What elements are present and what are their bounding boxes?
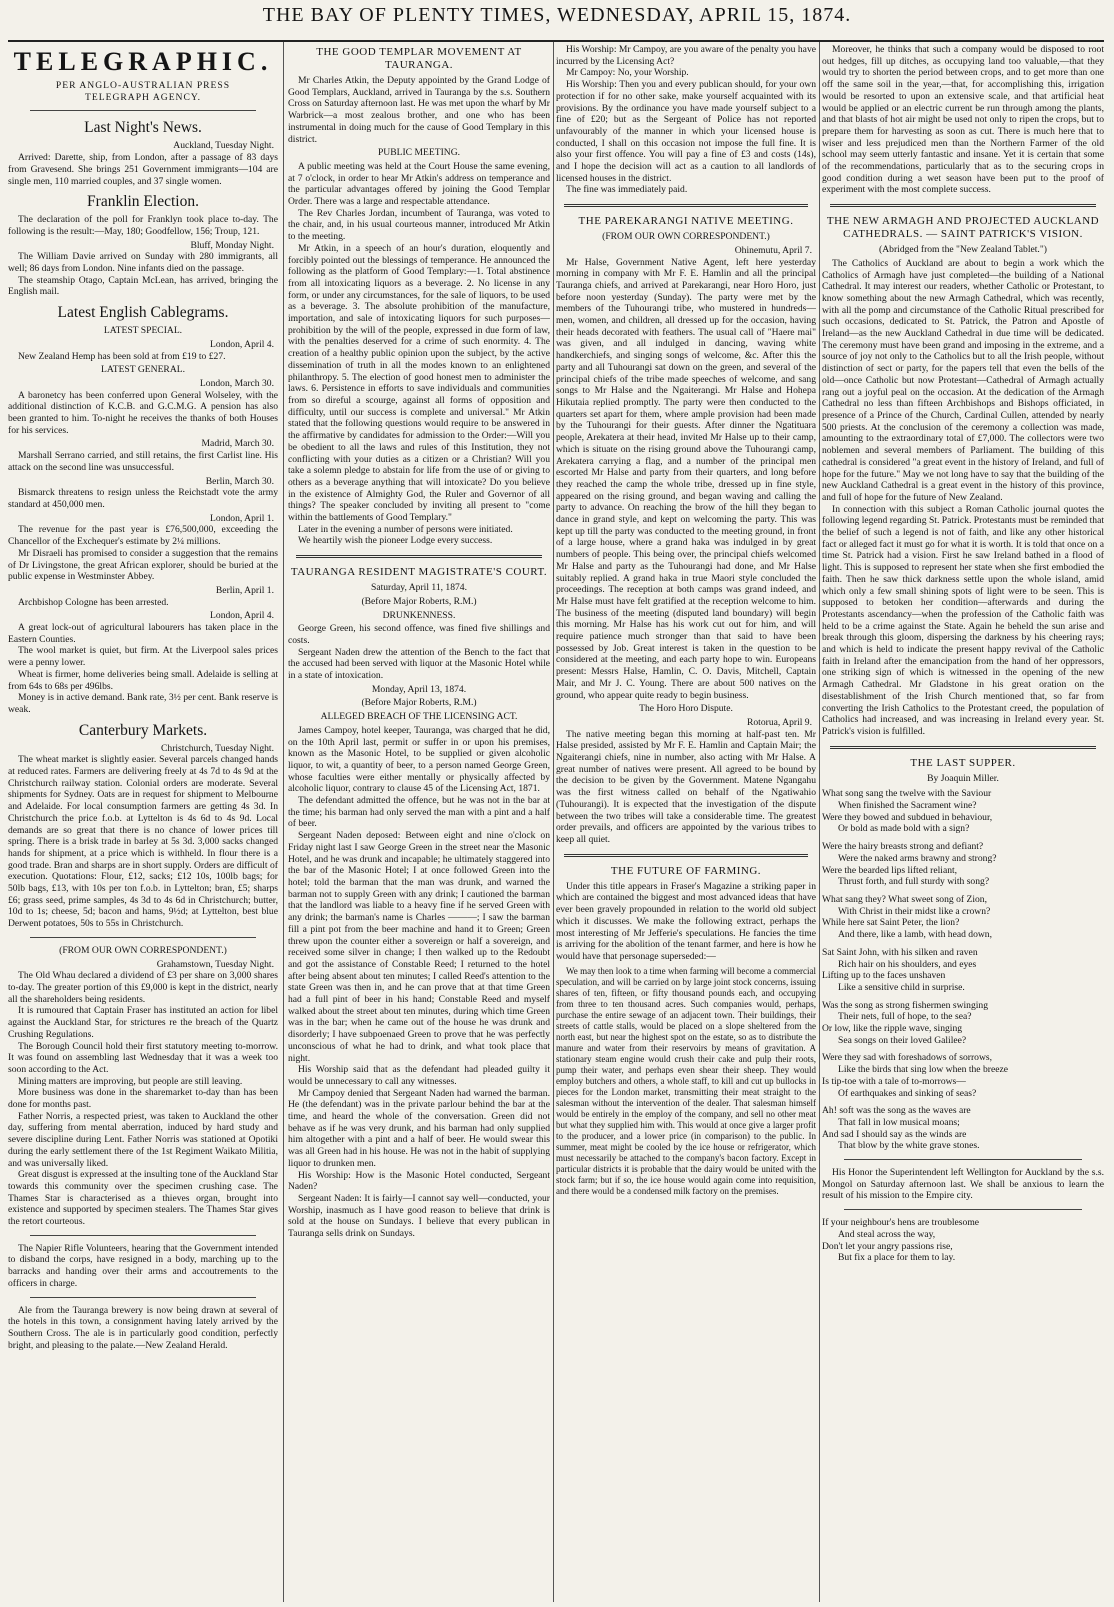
article-paragraph: Mr Campoy: No, your Worship. — [566, 67, 689, 79]
dateline: Rotorua, April 9. — [746, 716, 812, 728]
article-paragraph: Wheat is firmer, home deliveries being small. Adelaide is selling at from 64s to 68s per 496lbs. — [8, 668, 278, 692]
poem-line: Their nets, full of hope, to the sea? — [838, 1011, 972, 1023]
court-before: (Before Major Roberts, R.M.) — [361, 595, 477, 607]
article-paragraph: We heartily wish the pioneer Lodge every success. — [298, 535, 493, 547]
dateline: Grahamstown, Tuesday Night. — [156, 958, 274, 970]
subheading: DRUNKENNESS. — [382, 609, 456, 621]
closing-verse — [822, 1217, 1104, 1264]
article-paragraph: James Campoy, hotel keeper, Tauranga, was charged that he did, on the 10th April last, permit or suffer in or upon his premises, known as the Masonic Hotel, to be supplied or given alcoholic liquor, to wit, a quantity of beer, to a person named George Green, whose faculties were either mentally or physically affected by alcoholic liquor, contrary to clause 45 of the Licensing Act, 1871. — [288, 724, 550, 795]
article-paragraph: Mr Halse, Government Native Agent, left here yesterday morning in company with Mr F. E. Hamlin and all the principal Tauranga chiefs, and arrived at Parekarangi, near Horo Horo, just before noon yesterday (Sunday). The party were met by the members of the Tuhourangi tribe, who mustered in hundreds—men, women, and children, all dressed up for the occasion, having their heads decorated with feathers. The usual call of "Haere mai" was given, and all indulged in dancing, waving white handkerchiefs, and singing songs of welcome, &c. After this the party and all Tuhourangi sat down on the green, and several of the principal chiefs of the tribe made speeches of welcome, and sang songs to Mr Halse and the Ngaiterangi. Mr Halse and Hohepa Hikutaia replied promptly. The party were then conducted to the quarters set apart for them, where ample provision had been made by the Tuhourangi for their guests. After dinner the Ngatituara people, Arekatera at their head, invited Mr Halse up to their camp, which is situate on the rising ground above the Tuhourangi camp, Arekatera carrying a flag, and a number of the principal men escorted Mr Halse and party from their quarters, and long before they reached the camp the whole tribe, dressed up in fine style, appeared on the rising ground, and began waving and calling the party to advance. On reaching the brow of the hill they began to dance in grand style, and kept on welcoming the party. This was kept up till the party was conducted to the meeting ground, in front of a large house, where a grand haka was indulged in by great numbers of people. This being over, the principal chiefs welcomed Mr Halse and party as the Tuhourangi had done, and Mr Halse suitably replied. A grand haka in true Maori style concluded the proceedings. The reception at both camps was grand indeed, and Mr Halse must have felt gratified at the reception welcome to him. The business of the meeting (disputed land boundary) will begin this morning. Mr Halse has his work cut out for him, and will require patience much stronger than that said to have been possessed by Job. Great interest is taken in the question to be considered at the meeting, and each party hope to win. Europeans present: Messrs Halse, Hamlin, C. O. Davis, Mitchell, Captain Mair, and Mr J. C. Young. There are about 500 natives on the ground, who appear quite ready to begin business. — [556, 256, 816, 701]
article-paragraph: The steamship Otago, Captain McLean, has arrived, bringing the English mail. — [8, 274, 278, 298]
subheading: (Abridged from the "New Zealand Tablet.") — [879, 244, 1047, 256]
poem-line: Thrust forth, and full sturdy with song? — [838, 876, 990, 888]
article-paragraph: Money is in active demand. Bank rate, 3½ per cent. Bank reserve is weak. — [8, 692, 278, 715]
poem-line: When finished the Sacrament wine? — [838, 800, 977, 812]
subheading: PUBLIC MEETING. — [377, 147, 461, 159]
article-paragraph: Sergeant Naden deposed: Between eight and nine o'clock on Friday night last I saw George Green in the street near the Masonic Hotel, and he was drunk and incapable; he ultimately staggered into the bar of the Masonic Hotel; I at once followed Green into the hotel; told the barman that the man was drunk, and warned the barman not to supply Green with any drink; I cautioned the barman that the landlord was liable to a heavy fine if he served Green with any drink; the barman's name is Charles ———; I saw the barman fill a pint pot from the beer machine and hand it to Green; Green threw upon the counter either a sovereign or half a sovereign, and received some silver in change; I then walked up to the Redoubt and got the assistance of Constable Reed; I returned to the hotel after being absent about ten minutes; I called Reed's attention to the state Green was then in, and he can prove that at that time Green had a full pint of beer in his hand; Constable Reed and myself walked about the street about ten minutes, during which time Green was in the bar; when he came out of the house he was drunk and disorderly; I have subpoenaed Green to prove that he was perfectly unconscious of what he had to drink, and what took place that night. — [288, 830, 550, 1064]
article-paragraph: Mining matters are improving, but people are still leaving. — [18, 1075, 243, 1087]
poem-line: Lifting up to the faces unshaven — [822, 970, 946, 982]
article-paragraph: The declaration of the poll for Franklyn took place to-day. The following is the result:—May, 180; Goodfellow, 156; Troup, 121. — [8, 214, 278, 237]
poem-line: That fall in low musical moans; — [838, 1116, 960, 1128]
article-paragraph: The defendant admitted the offence, but he was not in the bar at the time; his barman had only served the man with a pint and a half of beer. — [288, 795, 550, 830]
dateline: Auckland, Tuesday Night. — [173, 140, 274, 152]
poem-stanza — [822, 841, 1104, 888]
poem-line: What song sang the twelve with the Saviour — [822, 788, 992, 800]
subheading: LATEST SPECIAL. — [103, 325, 183, 337]
poem-line: While here sat Saint Peter, the lion? — [822, 917, 960, 929]
headline: THE GOOD TEMPLAR MOVEMENT AT TAURANGA. — [316, 46, 522, 71]
article-paragraph: The Napier Rifle Volunteers, hearing that the Government intended to disband the corps, have resigned in a body, marching up to the barracks and handing over their arms and accoutrements to the officers in charge. — [8, 1242, 278, 1289]
dateline: Madrid, March 30. — [201, 438, 274, 450]
article-paragraph: Mr Disraeli has promised to consider a suggestion that the remains of Dr Livingstone, the great African explorer, should be buried at the public expense in Westminster Abbey. — [8, 547, 278, 583]
column-divider — [283, 42, 284, 1602]
poem-stanza — [822, 894, 1104, 941]
poem-stanza — [822, 788, 1104, 835]
masthead-rule — [8, 40, 1104, 42]
poem-line: What sang they? What sweet song of Zion, — [822, 894, 988, 905]
article-paragraph: The wool market is quiet, but firm. At the Liverpool sales prices were a penny lower. — [8, 645, 278, 669]
dateline: London, April 4. — [210, 338, 274, 350]
headline: Franklin Election. — [87, 193, 199, 211]
dateline: Ohinemutu, April 7. — [734, 244, 812, 256]
poem-line: Ah! soft was the song as the waves are — [822, 1105, 971, 1117]
verse-line: And steal across the way, — [838, 1228, 936, 1240]
article-paragraph: Great disgust is expressed at the insulting tone of the Auckland Star towards this community over the specimen crushing case. The Thames Star is characterised as a thieves organ, brought into existence and supported by specimen stealers. The Thames Star gives the retort courteous. — [8, 1169, 278, 1228]
headline: Last Night's News. — [84, 119, 202, 137]
divider — [30, 1235, 256, 1236]
article-paragraph: A baronetcy has been conferred upon General Wolseley, with the additional distinction of K.C.B. and G.C.M.G. A pension has also been granted to him. To-night he receives the thanks of both Houses for his services. — [8, 389, 278, 436]
article-paragraph: His Worship: Then you and every publican should, for your own protection if for no other sake, make yourself acquainted with its provisions. By the ordinance you have made yourself subject to a fine of £20; but as the Sergeant of Police has not reported unfavourably of the manner in which your licensed house is conducted, I shall on this occasion not impose the full fine. It is also your first offence. You will pay a fine of £3 and costs (14s), and I hope the decision will act as a caution to all landlords of licensed houses in the district. — [556, 79, 816, 184]
poem-line: Were the bearded lips lifted reliant, — [822, 864, 958, 876]
article-paragraph: We may then look to a time when farming will become a commercial speculation, and will be carried on by large joint stock concerns, issuing shares of ten, fifteen, or fifty thousand pounds each, and occupying from three to ten thousand acres. Such companies would, perhaps, purchase the entire sewage of an adjacent town. Their buildings, their streets of cattle stalls, would be placed on a slope sheltered from the north east, but near the highest spot on the estate, so as to distribute the manure and water from their reservoirs by means of gravitation. A stationary steam engine would crush their cake and pulp their roots, pump their water, and perhaps even shear their sheep. They would employ butchers and others, a whole staff, to kill and cut up bullocks in pieces for the London market, transmitting their meat straight to the salesman without the intervention of the dealer. That salesman himself would be entirely in the employ of the company, and sell no other meat but what they supplied him with. This would at once give a larger profit to the producer, and a lower price (in comparison) to the public. In summer, meat might be cooled by the ice house or refrigerator, which must necessarily be attached to the company's bacon factory. Except in particular districts it is probable that the dairy would be united with the stock farm; but if so, the ice house would again come into requisition, and there would be a condensed milk factory on the premises. — [556, 965, 816, 1196]
headline: Latest English Cablegrams. — [57, 304, 229, 322]
poem-line: Sea songs on their loved Galilee? — [838, 1034, 967, 1046]
article-paragraph: The William Davie arrived on Sunday with 280 immigrants, all well; 86 days from London. Nine infants died on the passage. — [8, 251, 278, 275]
headline: THE FUTURE OF FARMING. — [610, 864, 762, 877]
column-2 — [288, 44, 550, 1600]
article-paragraph: Mr Atkin, in a speech of an hour's duration, eloquently and forcibly pointed out the blessings of temperance. He announced the following as the platform of Good Templary:—1. Total abstinence from all intoxicating liquors as a beverage. 2. No license in any form, or under any circumstances, for the sale of liquors, to be used as a beverage. 3. The absolute prohibition of the manufacture, importation, and sale of intoxicating liquors for such purposes—prohibition by the will of the people, expressed in due form of law, with the penalties deserved for a crime of such enormity. 4. The creation of a healthy public opinion upon the subject, by the active dissemination of truth in all the modes known to an enlightened philanthropy. 5. The election of good honest men to administer the laws. 6. Persistence in efforts to save individuals and communities from so direful a scourge, against all forms of opposition and difficulty, until our success is complete and universal." Mr Atkin stated that the following questions would require to be answered in the affirmative by candidates for admission to the Order:—Will you be obedient to all the laws and rules of this Institution, they not conflicting with your duties as a citizen or a Christian? Will you take a solemn pledge to abstain for life from the use of or giving to others as a beverage anything that will intoxicate? Do you believe in the existence of Almighty God, the Ruler and Governor of all things? The speaker concluded by inviting all present to "come within the battlements of Good Templary." — [288, 242, 550, 524]
court-date: Monday, April 13, 1874. — [371, 683, 467, 695]
article-paragraph: Later in the evening a number of persons were initiated. — [298, 523, 513, 535]
headline: THE LAST SUPPER. — [910, 756, 1016, 769]
poem-line: Rich hair on his shoulders, and eyes — [838, 958, 977, 970]
poem-line: Of earthquakes and sinking of seas? — [838, 1087, 977, 1099]
column-3 — [556, 44, 816, 1600]
divider — [830, 204, 1096, 207]
dateline: London, April 4. — [210, 610, 274, 622]
divider — [830, 746, 1096, 749]
poem-line: Was the song as strong fishermen swinging — [822, 999, 989, 1011]
article-paragraph: His Worship: Mr Campoy, are you aware of the penalty you have incurred by the Licensing Act? — [556, 44, 816, 67]
poem — [822, 788, 1104, 1152]
poem-line: Is tip-toe with a tale of to-morrows— — [822, 1075, 966, 1087]
article-paragraph: Archbishop Cologne has been arrested. — [18, 596, 169, 608]
agency-line: PER ANGLO-AUSTRALIAN PRESS TELEGRAPH AGENCY. — [55, 80, 231, 103]
divider — [844, 1159, 1082, 1160]
poem-line: With Christ in their midst like a crown? — [838, 905, 991, 917]
article-paragraph: In connection with this subject a Roman Catholic journal quotes the following legend regarding St. Patrick. Protestants must be reminded that the belief of such a legend is not of faith, and like any other historical fact or alleged fact it must go for what it is worth. It is told that once on a time St. Patrick had a vision. First he saw Ireland bathed in a flood of light. This is supposed to represent her state when she first embodied the faith. Then he saw thick darkness settle upon the whole island, amid which only a few small shining spots of light were to be seen. This is supposed to betoken her condition—afterwards and during the Protestants ascendancy—when the profession of the Catholic faith was held to be a crime against the State. Again he beheld the sun arise and break through this gloom, dispersing the darkness by his cheering rays; and which is held to indicate the present happy revival of the Catholic faith in Ireland after the emancipation from the hand of her oppressors, one striking sign of which is witnessed in the opening of the new Armagh Cathedral. Mr Gladstone in his great oration on the disestablishment of the Irish Church mentioned that, so far from converting the Irish Catholics to the Protestant creed, the population of Catholics had increased, and was increasing in Ireland every year. St. Patrick's vision is fulfilled. — [822, 503, 1104, 737]
poem-line: And there, like a lamb, with head down, — [838, 929, 992, 941]
poem-line: And sad I should say as the winds are — [822, 1128, 967, 1140]
subheading: (FROM OUR OWN CORRESPONDENT.) — [602, 231, 770, 243]
article-paragraph: The Old Whau declared a dividend of £3 per share on 3,000 shares to-day. The greater portion of this £9,000 is kept in the district, nearly all the shareholders being residents. — [8, 970, 278, 1005]
dateline: Christchurch, Tuesday Night. — [161, 742, 274, 754]
article-paragraph: Father Norris, a respected priest, was taken to Auckland the other day, suffering from mental aberration, induced by hard study and severe discipline during Lent. Father Norris was stationed at Opotiki during the early settlement there of the 1st Regiment Waikato Militia, and was universally liked. — [8, 1110, 278, 1169]
poem-line: Were the naked arms brawny and strong? — [838, 852, 997, 864]
dateline: Berlin, March 30. — [205, 475, 274, 487]
headline: Canterbury Markets. — [78, 721, 208, 739]
column-4 — [822, 44, 1104, 1600]
dateline: Bluff, Monday Night. — [190, 239, 274, 251]
article-paragraph: Arrived: Darette, ship, from London, after a passage of 83 days from Gravesend. She brings 251 Government immigrants—104 are single men, 110 married couples, and 37 single women. — [8, 152, 278, 187]
column-divider — [819, 42, 820, 1602]
article-paragraph: George Green, his second offence, was fined five shillings and costs. — [288, 623, 550, 646]
poem-stanza — [822, 1052, 1104, 1099]
masthead: THE BAY OF PLENTY TIMES, WEDNESDAY, APRIL 15, 1874. — [262, 4, 852, 26]
poem-line: Like a sensitive child in surprise. — [838, 981, 965, 993]
article-paragraph: Ale from the Tauranga brewery is now being drawn at several of the hotels in this town, a consignment having lately arrived by the Southern Cross. The ale is in particularly good condition, perfectly bright, and pleasing to the palate.—New Zealand Herald. — [8, 1304, 278, 1351]
article-paragraph: A public meeting was held at the Court House the same evening, at 7 o'clock, in order to hear Mr Atkin's address on temperance and the particular advantages offered by joining the Good Templar Order. There was a large and respectable attendance. — [288, 160, 550, 208]
article-paragraph: Sergeant Naden: It is fairly—I cannot say well—conducted, your Worship, inasmuch as I have good reason to believe that drink is sold at the house on Sundays. I believe that every publican in Tauranga sells drink on Sundays. — [288, 1192, 550, 1240]
headline: THE PAREKARANGI NATIVE MEETING. — [578, 215, 794, 228]
poem-line: Like the birds that sing low when the breeze — [838, 1064, 1008, 1076]
article-paragraph: The revenue for the past year is £76,500,000, exceeding the Chancellor of the Exchequer's estimate by 2¼ millions. — [8, 524, 278, 548]
article-paragraph: A great lock-out of agricultural labourers has taken place in the Eastern Counties. — [8, 622, 278, 645]
article-paragraph: His Worship said that as the defendant had pleaded guilty it would be unnecessary to call any witnesses. — [288, 1064, 550, 1087]
poem-stanza — [822, 947, 1104, 994]
poem-line: Were they sad with foreshadows of sorrows, — [822, 1052, 993, 1064]
article-paragraph: It is rumoured that Captain Fraser has instituted an action for libel against the Auckland Star, for strictures re the breach of the Quartz Crushing Regulations. — [8, 1005, 278, 1040]
article-paragraph: The Rev Charles Jordan, incumbent of Tauranga, was voted to the chair, and, in his usual courteous manner, introduced Mr Atkin to the meeting. — [288, 207, 550, 243]
subheading: LATEST GENERAL. — [100, 364, 186, 376]
article-paragraph: The fine was immediately paid. — [566, 184, 688, 196]
subheading: The Horo Horo Dispute. — [639, 703, 733, 715]
headline: TAURANGA RESIDENT MAGISTRATE'S COURT. — [290, 566, 548, 579]
article-paragraph: The Catholics of Auckland are about to begin a work which the Catholics of Armagh have just completed—the building of a National Cathedral. It may interest our readers, whether Catholic or Protestant, to know something about the new Armagh Cathedral, which was recently, with all the pomp and circumstance of the Catholic Ritual prescribed for such occasions, dedicated to St. Patrick, the Patron and Apostle of Ireland—as the new Auckland Cathedral in due time will be dedicated. The ceremony must have been grand and imposing in the extreme, and a source of joy not only to the Catholics but to all the Irish people, without distinction of sect or party, for the papers tell that even the bells of the old—once Catholic but now Protestant—Cathedral of Armagh actually rang out a joyful peal on the occasion. At the dedication of the Armagh Cathedral no less than fifteen Archbishops and Bishops officiated, in presence of a Prince of the Church, Cardinal Cullen, attended by nearly 500 priests. At the conclusion of the ceremony a collection was made, amounting to the extraordinary total of £7,000. The collectors were two noblemen and several members of Parliament. The building of this cathedral is considered "a great event in the history of Ireland, and full of hope for the future." May we not long have to say that the building of the new Auckland Cathedral is a great event in the history of this province, and full of hope for the future of New Zealand. — [822, 257, 1104, 503]
court-date: Saturday, April 11, 1874. — [370, 582, 468, 594]
article-paragraph: His Worship: How is the Masonic Hotel conducted, Sergeant Naden? — [288, 1169, 550, 1193]
article-paragraph: The native meeting began this morning at half-past ten. Mr Halse presided, assisted by Mr F. E. Hamlin and Captain Mair; the Ngaiterangi chiefs, nine in number, also acting with Mr Halse. A great number of natives were present. All agreed to be bound by the decision to be given by the Government. Matene Ngangahu was the first witness called on behalf of the Ngatiwahio (Tuhourangi). It is expected that the investigation of the dispute between the two tribes will take a considerable time. The greatest order prevails, and officers are appointed by the various tribes to keep all quiet. — [556, 728, 816, 845]
article-paragraph: More business was done in the sharemarket to-day than has been done for months past. — [8, 1087, 278, 1111]
verse-line: Don't let your angry passions rise, — [822, 1240, 953, 1252]
divider — [30, 1297, 256, 1298]
poem-line: That blow by the white grave stones. — [838, 1140, 980, 1152]
column-divider — [553, 42, 554, 1602]
column-1 — [8, 44, 278, 1600]
poem-line: Were the hairy breasts strong and defiant? — [822, 841, 984, 853]
verse-line: But fix a place for them to lay. — [838, 1252, 956, 1264]
poem-line: Or low, like the ripple wave, singing — [822, 1023, 963, 1035]
subheading: (FROM OUR OWN CORRESPONDENT.) — [59, 944, 227, 956]
subheading: ALLEGED BREACH OF THE LICENSING ACT. — [320, 711, 518, 723]
poem-author: By Joaquin Miller. — [927, 772, 999, 784]
verse-line: If your neighbour's hens are troublesome — [822, 1217, 980, 1229]
divider — [30, 937, 256, 938]
article-paragraph: Under this title appears in Fraser's Magazine a striking paper in which are contained the biggest and most advanced ideas that have ever been gravely propounded in relation to the world old subject which it discusses. We make the following extract, perhaps the most interesting of Mr Jefferie's speculations. He fancies the time is arriving for the abolition of the tenant farmer, and here is how he would have that personage superseded:— — [556, 880, 816, 962]
divider — [564, 204, 808, 207]
poem-stanza — [822, 1000, 1104, 1047]
court-before: (Before Major Roberts, R.M.) — [361, 697, 477, 709]
headline: THE NEW ARMAGH AND PROJECTED AUCKLAND CATHEDRALS. — SAINT PATRICK'S VISION. — [826, 215, 1100, 241]
poem-line: Sat Saint John, with his silken and raven — [822, 946, 978, 958]
article-paragraph: Sergeant Naden drew the attention of the Bench to the fact that the accused had been served with liquor at the Masonic Hotel while in a state of intoxication. — [288, 646, 550, 682]
article-paragraph: Marshall Serrano carried, and still retains, the first Carlist line. His attack on the second line was unsuccessful. — [8, 450, 278, 473]
poem-line: Or bold as made bold with a sign? — [838, 823, 970, 835]
divider — [296, 555, 542, 558]
article-paragraph: The wheat market is slightly easier. Several parcels changed hands at reduced rates. Farmers are delivering freely at 4s 7d to 4s 9d at the Christchurch railway station. Colonial orders are moderate. Several shipments for Sydney. Oats are in request for shipment to Melbourne and Adelaide. For local consumption farmers are getting 4s 3d. In Christchurch the price f.o.b. at Lyttelton is 4s 6d to 4s 9d. Local demands are so great that there is no chance of lower prices till spring. There is a brisk trade in barley at 5s 3d. 3,000 sacks changed hands for shipment, at a price which is withheld. In flour there is a good trade. Bran and sharps are in short supply. Orders are difficult of execution. Quotations: Flour, £12, sacks; £12 10s, 100lb bags; for 50lb bags, £13, with 10s per ton f.o.b. in Lyttelton; bran, £5; sharps £6; grass seed, prime samples, 4s 3d to 4s 6d in Christchurch; butter, 10d to 1s; cheese, 5d; bacon and hams, 9½d; at Lyttelton, best blue Derwent potatoes, 50s to 55s in Christchurch. — [8, 754, 278, 930]
article-paragraph: His Honor the Superintendent left Wellington for Auckland by the s.s. Mongol on Saturday afternoon last. We shall be anxious to learn the result of his mission to the Empire city. — [822, 1167, 1104, 1202]
divider — [844, 1209, 1082, 1210]
section-title: TELEGRAPHIC. — [13, 47, 273, 76]
article-paragraph: Bismarck threatens to resign unless the Reichstadt vote the army standard at 450,000 men. — [8, 487, 278, 510]
dateline: London, March 30. — [199, 377, 274, 389]
divider — [564, 854, 808, 857]
article-paragraph: Moreover, he thinks that such a company would be disposed to root out hedges, fill up ditches, as occupying land too valuable,—that they would try to shorten the period between crops, and to get more than one off the same soil in the year,—that, for accomplishing this, irrigation would be resorted to upon an extensive scale, and that artificial heat would be applied or an electric current be run through among the plants, and that blasts of hot air might be used not only to ripen the crops, but to prepare them for harvesting as soon as cut. There is much here that to wiser and less prejudiced men than the Northern Farmer of the old school may seem utterly fantastic and insane. Yet it is certain that some of the recommendations, particularly that as to the securing crops in good condition during a wet season have been put to the proof of experiment with the most complete success. — [822, 44, 1104, 196]
article-paragraph: Mr Charles Atkin, the Deputy appointed by the Grand Lodge of Good Templars, Auckland, arrived in Tauranga by the s.s. Southern Cross on Saturday afternoon last. He was met upon the wharf by Mr Warbrick—a most zealous brother, and one who has been instrumental in doing much for the cause of Good Templary in this district. — [288, 75, 550, 145]
divider — [30, 110, 256, 111]
poem-line: Were they bowed and subdued in behaviour, — [822, 811, 993, 823]
article-paragraph: New Zealand Hemp has been sold at from £19 to £27. — [18, 350, 226, 362]
article-paragraph: The Borough Council hold their first statutory meeting to-morrow. It was found on assembling last Wednesday that it was a week too soon according to the Act. — [8, 1040, 278, 1075]
article-paragraph: Mr Campoy denied that Sergeant Naden had warned the barman. He (the defendant) was in the private parlour behind the bar at the time, and heard the whole of the conversation. Green did not behave as if he was very drunk, and his barman had only supplied him altogether with a pint and a half of beer. He would swear this was all Green had in his house. He was not in the habit of supplying liquor to drunken men. — [288, 1087, 550, 1169]
dateline: Berlin, April 1. — [215, 584, 274, 596]
poem-stanza — [822, 1105, 1104, 1152]
dateline: London, April 1. — [210, 512, 274, 524]
